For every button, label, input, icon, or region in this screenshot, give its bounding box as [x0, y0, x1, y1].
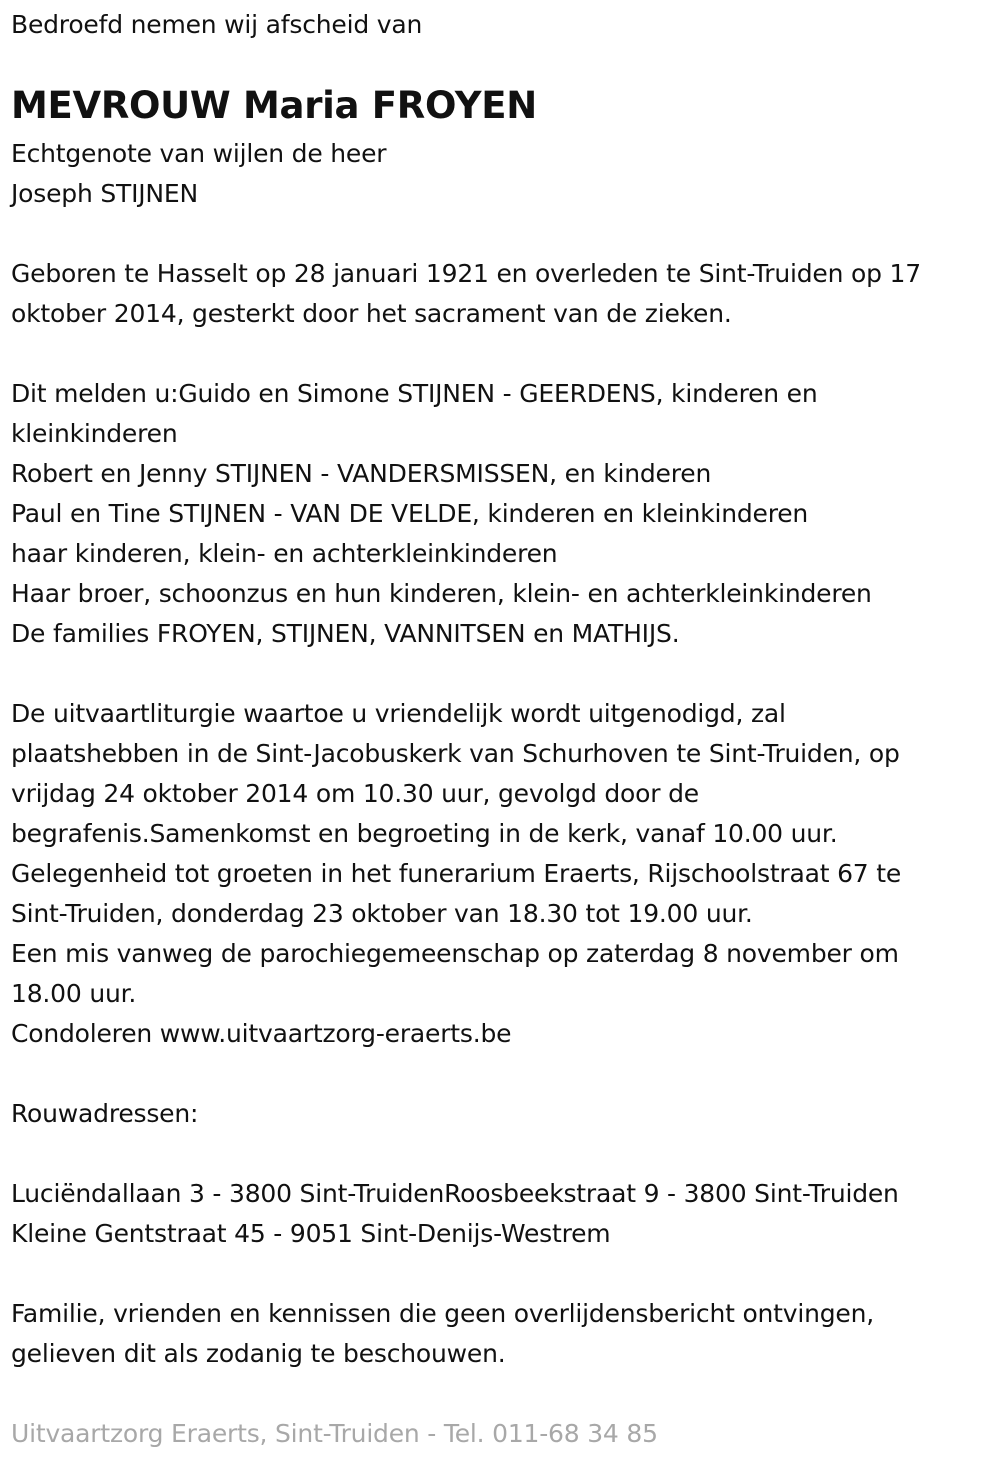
- funeral-line: Sint-Truiden, donderdag 23 oktober van 18.30 tot 19.00 uur.: [11, 899, 753, 928]
- funeral-line: De uitvaartliturgie waartoe u vriendelijk wordt uitgenodigd, zal: [11, 699, 786, 728]
- funeral-section: [11, 694, 901, 1054]
- family-line: kleinkinderen: [11, 419, 178, 448]
- intro-text: Bedroefd nemen wij afscheid van: [11, 10, 423, 39]
- funeral-line: plaatshebben in de Sint-Jacobuskerk van Schurhoven te Sint-Truiden, op: [11, 739, 900, 768]
- spouse-line: Echtgenote van wijlen de heer: [11, 139, 387, 168]
- condolence-line: Condoleren www.uitvaartzorg-eraerts.be: [11, 1019, 512, 1048]
- addresses-title-section: [11, 1094, 198, 1134]
- family-line: haar kinderen, klein- en achterkleinkinderen: [11, 539, 558, 568]
- family-line: Paul en Tine STIJNEN - VAN DE VELDE, kinderen en kleinkinderen: [11, 499, 809, 528]
- addresses-section: [11, 1174, 899, 1254]
- family-line: Robert en Jenny STIJNEN - VANDERSMISSEN, en kinderen: [11, 459, 712, 488]
- closing-line: gelieven dit als zodanig te beschouwen.: [11, 1339, 506, 1368]
- addresses-title: Rouwadressen:: [11, 1099, 199, 1128]
- spouse-section: [11, 134, 386, 214]
- family-line: De families FROYEN, STIJNEN, VANNITSEN en MATHIJS.: [11, 619, 680, 648]
- funeral-line: Gelegenheid tot groeten in het funerarium Eraerts, Rijschoolstraat 67 te: [11, 859, 902, 888]
- address-line: Kleine Gentstraat 45 - 9051 Sint-Denijs-Westrem: [11, 1219, 611, 1248]
- birth-death-section: [11, 254, 921, 334]
- funeral-line: Een mis vanweg de parochiegemeenschap op zaterdag 8 november om: [11, 939, 899, 968]
- birth-death-line: Geboren te Hasselt op 28 januari 1921 en overleden te Sint-Truiden op 17: [11, 259, 921, 288]
- funeral-line: begrafenis.Samenkomst en begroeting in de kerk, vanaf 10.00 uur.: [11, 819, 838, 848]
- closing-line: Familie, vrienden en kennissen die geen overlijdensbericht ontvingen,: [11, 1299, 875, 1328]
- funeral-line: 18.00 uur.: [11, 979, 137, 1008]
- family-line: Haar broer, schoonzus en hun kinderen, klein- en achterkleinkinderen: [11, 579, 872, 608]
- deceased-name: MEVROUW Maria FROYEN: [11, 84, 537, 127]
- birth-death-line: oktober 2014, gesterkt door het sacrament van de zieken.: [11, 299, 732, 328]
- funeral-home-footer: Uitvaartzorg Eraerts, Sint-Truiden - Tel. 011-68 34 85: [11, 1419, 658, 1448]
- funeral-line: vrijdag 24 oktober 2014 om 10.30 uur, gevolgd door de: [11, 779, 699, 808]
- closing-section: [11, 1294, 874, 1374]
- family-section: [11, 374, 872, 654]
- spouse-name: Joseph STIJNEN: [11, 179, 199, 208]
- family-line: Dit melden u:Guido en Simone STIJNEN - GEERDENS, kinderen en: [11, 379, 818, 408]
- address-line: Luciëndallaan 3 - 3800 Sint-TruidenRoosbeekstraat 9 - 3800 Sint-Truiden: [11, 1179, 899, 1208]
